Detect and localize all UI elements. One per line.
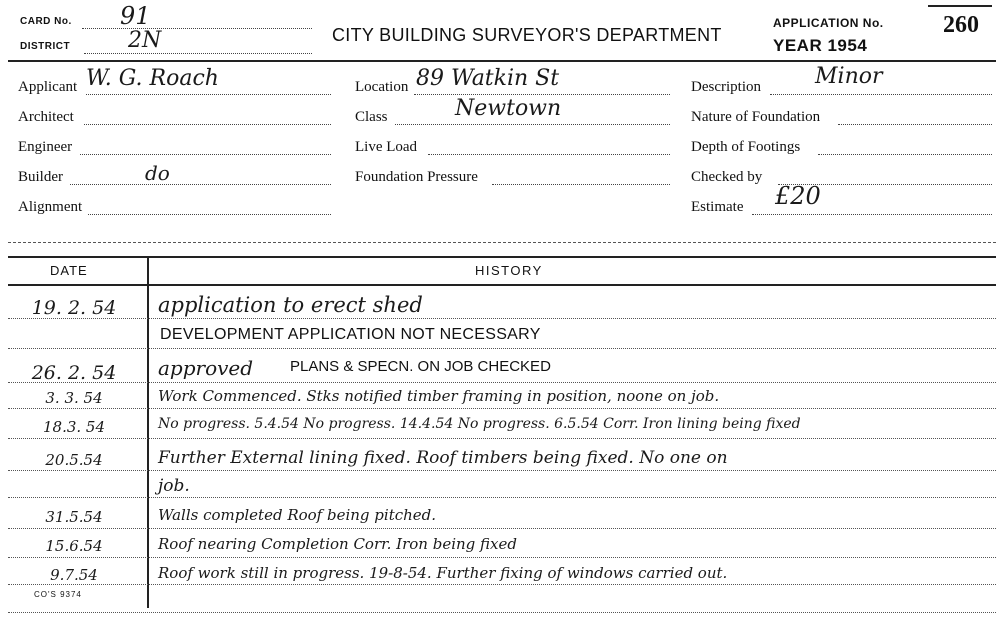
- alignment-label: Alignment: [18, 199, 83, 215]
- description-label: Description: [691, 79, 761, 95]
- builder-line: [70, 184, 331, 185]
- applicant-line: [86, 94, 331, 95]
- history-date: 31.5.54: [45, 508, 103, 526]
- row-rule: [8, 528, 996, 529]
- depth-footings-line: [818, 154, 992, 155]
- history-column-divider: [147, 258, 149, 608]
- applicant-label: Applicant: [18, 79, 78, 95]
- applicant-value: W. G. Roach: [86, 66, 219, 91]
- class-line: [395, 124, 670, 125]
- history-text: job.: [158, 476, 190, 496]
- live-load-line: [428, 154, 670, 155]
- estimate-line: [752, 214, 992, 215]
- form-code: CO'S 9374: [34, 590, 82, 599]
- history-stamp: DEVELOPMENT APPLICATION NOT NECESSARY: [160, 326, 541, 343]
- department-title: CITY BUILDING SURVEYOR'S DEPARTMENT: [332, 25, 722, 45]
- row-rule: [8, 470, 996, 471]
- nature-foundation-label: Nature of Foundation: [691, 109, 821, 125]
- district-label: DISTRICT: [20, 41, 71, 52]
- history-text: No progress. 5.4.54 No progress. 14.4.54 No progress. 6.5.54 Corr. Iron lining being fixed: [158, 416, 801, 432]
- application-no-label: APPLICATION No.: [773, 16, 884, 30]
- history-date: 19. 2. 54: [31, 297, 117, 319]
- history-date: 20.5.54: [45, 451, 103, 469]
- fields-bottom-line: [8, 242, 996, 243]
- description-value: Minor: [815, 64, 883, 89]
- live-load-label: Live Load: [355, 139, 418, 155]
- location-line: [414, 94, 670, 95]
- history-text: Roof nearing Completion Corr. Iron being fixed: [158, 535, 517, 553]
- history-header-rule: [8, 284, 996, 286]
- row-rule: [8, 438, 996, 439]
- row-rule: [8, 348, 996, 349]
- description-line: [770, 94, 992, 95]
- location-label: Location: [355, 79, 409, 95]
- foundation-pressure-label: Foundation Pressure: [355, 169, 478, 185]
- engineer-line: [80, 154, 331, 155]
- nature-foundation-line: [838, 124, 992, 125]
- builder-value: do: [145, 161, 170, 185]
- history-top-rule: [8, 256, 996, 258]
- architect-line: [84, 124, 331, 125]
- card-no-line: [82, 28, 312, 29]
- class-label: Class: [355, 109, 388, 125]
- district-line: [84, 53, 312, 54]
- application-no-value: 260: [943, 12, 979, 38]
- card-no-label: CARD No.: [20, 16, 72, 27]
- header-divider: [8, 60, 996, 62]
- engineer-label: Engineer: [18, 139, 73, 155]
- foundation-pressure-line: [492, 184, 670, 185]
- estimate-label: Estimate: [691, 199, 744, 215]
- row-rule: [8, 408, 996, 409]
- row-rule: [8, 584, 996, 585]
- card-no-value: 91: [120, 2, 151, 30]
- class-value: Newtown: [455, 96, 562, 121]
- checked-by-label: Checked by: [691, 169, 763, 185]
- row-rule: [8, 497, 996, 498]
- history-date: 18.3. 54: [42, 418, 106, 436]
- history-date: 3. 3. 54: [45, 389, 103, 407]
- history-text: Further External lining fixed. Roof timbers being fixed. No one on: [158, 448, 728, 468]
- history-header: HISTORY: [475, 263, 543, 278]
- row-rule: [8, 557, 996, 558]
- district-value: 2N: [128, 28, 162, 53]
- history-date: 9.7.54: [50, 566, 98, 584]
- history-stamp: PLANS & SPECN. ON JOB CHECKED: [290, 358, 551, 375]
- depth-footings-label: Depth of Footings: [691, 139, 801, 155]
- history-date: 15.6.54: [45, 537, 103, 555]
- architect-label: Architect: [18, 109, 74, 125]
- history-text: Walls completed Roof being pitched.: [158, 506, 437, 524]
- row-rule: [8, 318, 996, 319]
- history-text: Roof work still in progress. 19-8-54. Further fixing of windows carried out.: [158, 564, 728, 582]
- alignment-line: [88, 214, 331, 215]
- row-rule: [8, 612, 996, 613]
- date-header: DATE: [50, 263, 88, 278]
- history-date: 26. 2. 54: [31, 362, 117, 384]
- estimate-value: £20: [775, 182, 821, 210]
- history-text: Work Commenced. Stks notified timber framing in position, noone on job.: [158, 387, 720, 405]
- row-rule: [8, 382, 996, 383]
- history-text: approved: [158, 356, 254, 380]
- builder-label: Builder: [18, 169, 63, 185]
- location-value: 89 Watkin St: [416, 66, 560, 91]
- application-no-rule: [928, 5, 992, 7]
- year-label: YEAR 1954: [773, 36, 868, 55]
- history-text: application to erect shed: [158, 293, 423, 317]
